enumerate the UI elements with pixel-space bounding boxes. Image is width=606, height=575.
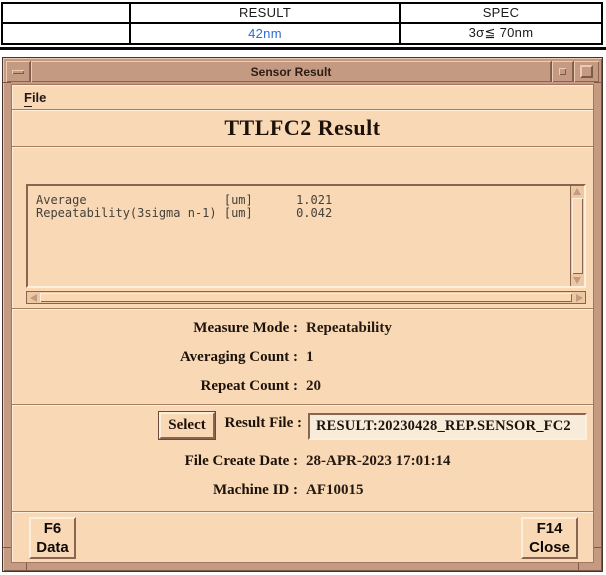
field-label: Measure Mode : <box>193 319 298 336</box>
result-line-average: Average [um] 1.021 <box>36 193 333 207</box>
f14-close-button[interactable] <box>521 517 578 559</box>
divider <box>12 511 593 513</box>
result-file-label: Result File : <box>224 415 302 431</box>
f14-text-label: Close <box>529 539 570 556</box>
window-menu-button[interactable] <box>6 61 30 82</box>
field-machine-id <box>12 480 593 500</box>
field-value: Repeatability <box>306 319 392 336</box>
horizontal-scroll-thumb[interactable] <box>40 293 572 302</box>
minimize-button[interactable] <box>552 61 573 82</box>
field-value: 28-APR-2023 17:01:14 <box>306 452 451 469</box>
resize-notch[interactable] <box>594 547 602 548</box>
table-header-blank <box>3 4 131 24</box>
field-value: 20 <box>306 377 321 394</box>
f6-data-button[interactable] <box>29 517 76 559</box>
window-content <box>11 84 594 563</box>
table-header-result: RESULT <box>131 4 401 24</box>
divider <box>12 109 593 111</box>
table-value-result: 42nm <box>131 24 401 44</box>
field-value: 1 <box>306 348 314 365</box>
scroll-up-icon[interactable] <box>571 186 583 197</box>
resize-notch[interactable] <box>594 82 602 83</box>
table-value-spec: 3σ≦ 70nm <box>468 25 534 41</box>
result-line-repeatability: Repeatability(3sigma n-1) [um] 0.042 <box>36 206 333 220</box>
window-title: Sensor Result <box>31 61 551 82</box>
scroll-left-icon[interactable] <box>27 292 39 303</box>
field-value: AF10015 <box>306 481 364 498</box>
minimize-icon <box>559 68 566 75</box>
separator-bar <box>0 47 606 50</box>
result-spec-table <box>1 2 603 45</box>
divider <box>12 146 593 148</box>
sensor-result-window <box>2 57 603 572</box>
field-repeat-count <box>12 376 593 396</box>
field-measure-mode <box>12 318 593 338</box>
file-mnemonic-underline <box>24 106 32 107</box>
resize-notch[interactable] <box>3 82 11 83</box>
table-header-spec: SPEC <box>401 4 601 24</box>
f6-key-label: F6 <box>43 520 62 537</box>
vertical-scroll-thumb[interactable] <box>572 198 583 274</box>
divider <box>12 308 593 310</box>
maximize-button[interactable] <box>574 61 599 82</box>
result-text-box[interactable] <box>26 184 586 288</box>
field-file-create-date <box>12 451 593 471</box>
window-menu-icon <box>12 70 24 74</box>
f14-key-label: F14 <box>536 520 563 537</box>
horizontal-scrollbar[interactable] <box>26 291 586 304</box>
resize-notch[interactable] <box>578 563 579 571</box>
vertical-scrollbar[interactable] <box>570 186 584 286</box>
field-label: Averaging Count : <box>179 348 298 365</box>
page-title: TTLFC2 Result <box>224 115 381 140</box>
menu-file[interactable]: File <box>24 90 47 105</box>
window-titlebar[interactable] <box>6 61 599 82</box>
field-averaging-count <box>12 347 593 367</box>
resize-notch[interactable] <box>26 563 27 571</box>
result-file-input[interactable] <box>308 413 587 440</box>
divider <box>12 404 593 406</box>
f6-text-label: Data <box>36 539 69 556</box>
field-label: Machine ID : <box>213 481 298 498</box>
select-button[interactable]: Select <box>159 412 215 439</box>
scroll-down-icon[interactable] <box>571 275 583 286</box>
table-value-blank <box>3 24 131 44</box>
scroll-right-icon[interactable] <box>573 292 585 303</box>
maximize-icon <box>580 65 593 78</box>
field-label: File Create Date : <box>184 452 298 469</box>
resize-notch[interactable] <box>3 547 11 548</box>
field-label: Repeat Count : <box>200 377 298 394</box>
